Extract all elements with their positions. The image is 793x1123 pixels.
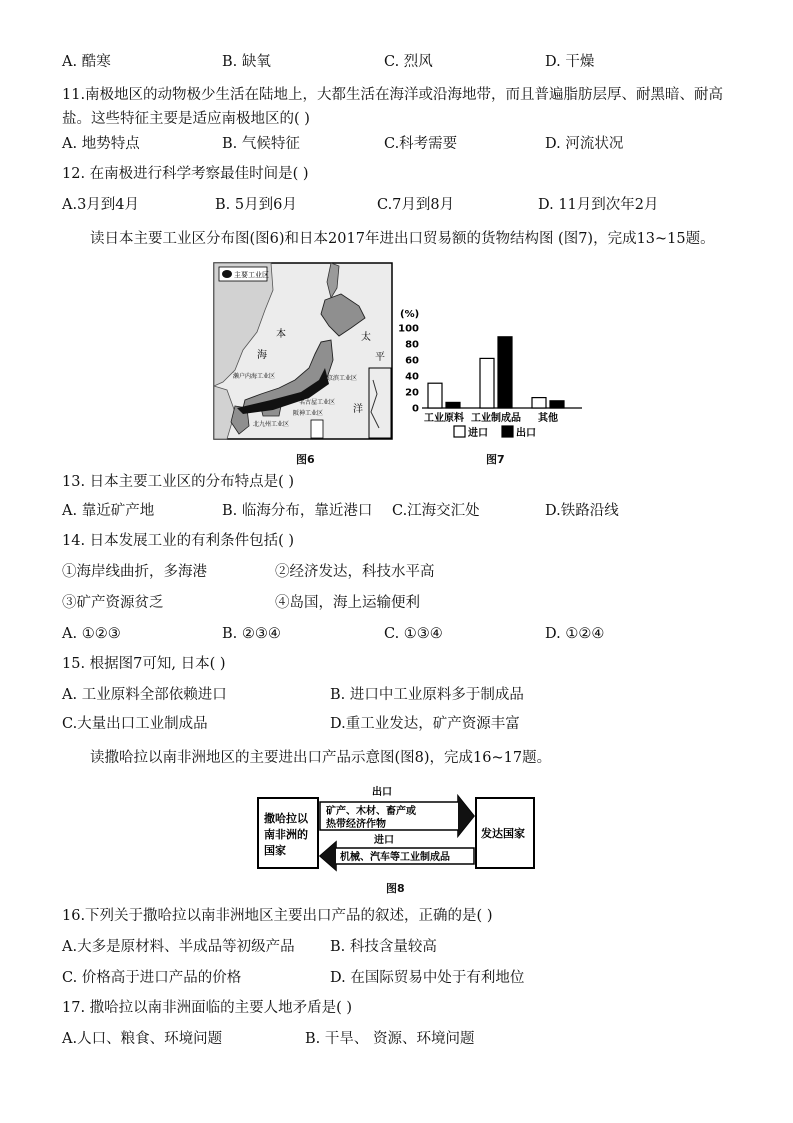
q11-stem-line2: 盐。这些特征主要是适应南极地区的( ) [62,111,310,127]
export-label: 出口 [372,787,392,798]
map-label-setouchi: 濑户内海工业区 [233,373,276,380]
q16-option-a: A.大多是原材料、半成品等初级产品 [62,939,295,955]
q10-option-c: C. 烈风 [384,54,433,70]
q10-option-a: A. 酷寒 [62,54,111,70]
trade-structure-chart [398,305,588,445]
q16-stem: 16.下列关于撒哈拉以南非洲地区主要出口产品的叙述，正确的是( ) [62,908,493,924]
q15-option-a: A. 工业原料全部依赖进口 [62,687,227,703]
q11-option-a: A. 地势特点 [62,136,140,152]
map-legend-label: 主要工业区 [234,271,269,279]
import-label: 进口 [374,835,394,846]
bar-进口-其他 [532,398,546,408]
q14-option-c: C. ①③④ [384,626,443,642]
q15-option-d: D.重工业发达，矿产资源丰富 [330,716,520,732]
category-label: 其他 [538,413,558,424]
map-label-yang: 洋 [353,404,363,415]
q10-option-d: D. 干燥 [545,54,595,70]
q13-option-a: A. 靠近矿产地 [62,503,155,519]
category-label: 工业制成品 [471,413,521,424]
africa-box-line2: 南非洲的 [264,828,308,841]
q13-option-d: D.铁路沿线 [545,503,619,519]
y-tick-label: 0 [412,403,419,415]
import-goods: 机械、汽车等工业制成品 [340,852,450,863]
legend-swatch-出口 [502,426,513,437]
legend-label-进口: 进口 [468,428,488,439]
y-tick-label: 40 [405,371,419,383]
y-tick-label: 60 [405,355,419,367]
legend-swatch-进口 [454,426,465,437]
category-label: 工业原料 [424,413,464,424]
map-label-keihin: 京滨工业区 [327,375,358,382]
q11-option-b: B. 气候特征 [222,136,300,152]
map-label-kitakyushu: 北九州工业区 [253,421,290,428]
q15-option-c: C.大量出口工业制成品 [62,716,208,732]
trade-flow-diagram [256,782,536,872]
bar-出口-工业原料 [446,402,460,408]
map-label-tai: 太 [361,332,371,343]
fig6-caption: 图6 [296,453,315,466]
q16-option-c: C. 价格高于进口产品的价格 [62,970,242,986]
q17-stem: 17. 撒哈拉以南非洲面临的主要人地矛盾是( ) [62,1000,353,1016]
q10-option-b: B. 缺氧 [222,54,271,70]
q14-option-b: B. ②③④ [222,626,281,642]
q14-option-d: D. ①②④ [545,626,605,642]
q14-item-1: ①海岸线曲折，多海港 [62,564,207,580]
intro-13-15: 读日本主要工业区分布图(图6)和日本2017年进出口贸易额的货物结构图 (图7)，完成13~15题。 [90,231,715,247]
intro-16-17: 读撒哈拉以南非洲地区的主要进出口产品示意图(图8)，完成16~17题。 [90,750,552,766]
africa-box-line3: 国家 [264,844,286,857]
q14-stem: 14. 日本发展工业的有利条件包括( ) [62,533,295,549]
q17-option-b: B. 干旱、 资源、环境问题 [305,1031,475,1047]
japan-industrial-map [213,262,393,440]
export-goods-line2: 热带经济作物 [326,819,386,830]
q13-stem: 13. 日本主要工业区的分布特点是( ) [62,474,295,490]
legend-label-出口: 出口 [516,428,536,439]
map-label-nagoya: 名古屋工业区 [299,399,336,406]
q13-option-c: C.江海交汇处 [392,503,480,519]
chart-ylabel: (%) [400,309,420,320]
q14-item-4: ④岛国，海上运输便利 [275,595,420,611]
africa-box-line1: 撒哈拉以 [264,812,308,825]
q13-option-b: B. 临海分布，靠近港口 [222,503,373,519]
y-tick-label: 80 [405,339,419,351]
fig8-caption: 图8 [386,882,405,895]
q16-option-b: B. 科技含量较高 [330,939,437,955]
q11-stem-line1: 11.南极地区的动物极少生活在陆地上，大都生活在海洋或沿海地带，而且普遍脂肪层厚、耐黑暗、耐高 [62,87,724,103]
y-tick-label: 100 [398,323,419,335]
bar-进口-工业原料 [428,383,442,408]
q12-option-a: A.3月到4月 [62,197,140,213]
q12-option-b: B. 5月到6月 [215,197,297,213]
map-label-ben: 本 [276,329,286,340]
q12-stem: 12. 在南极进行科学考察最佳时间是( ) [62,166,309,182]
map-label-ping: 平 [375,352,385,363]
y-tick-label: 20 [405,387,419,399]
q15-stem: 15. 根据图7可知, 日本( ) [62,656,226,672]
q14-option-a: A. ①②③ [62,626,121,642]
q14-item-3: ③矿产资源贫乏 [62,595,164,611]
q12-option-d: D. 11月到次年2月 [538,197,659,213]
developed-box-label: 发达国家 [481,827,525,840]
export-goods-line1: 矿产、木材、畜产或 [326,806,416,817]
bar-进口-工业制成品 [480,358,494,408]
bar-出口-其他 [550,401,564,408]
q17-option-a: A.人口、粮食、环境问题 [62,1031,223,1047]
q15-option-b: B. 进口中工业原料多于制成品 [330,687,524,703]
q14-item-2: ②经济发达，科技水平高 [275,564,435,580]
q11-option-c: C.科考需要 [384,136,458,152]
q16-option-d: D. 在国际贸易中处于有利地位 [330,970,525,986]
fig7-caption: 图7 [486,453,505,466]
q11-option-d: D. 河流状况 [545,136,624,152]
q12-option-c: C.7月到8月 [377,197,455,213]
map-label-keihanshin: 阪神工业区 [293,410,324,417]
map-label-hai: 海 [257,350,267,361]
bar-出口-工业制成品 [498,337,512,408]
